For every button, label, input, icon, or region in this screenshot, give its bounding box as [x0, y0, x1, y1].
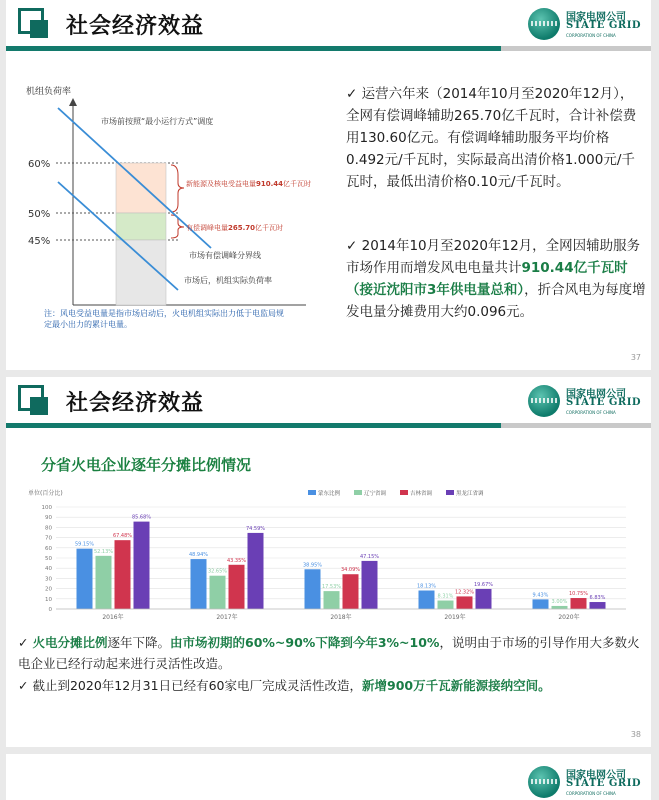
- label-peak-value: 265.70: [228, 224, 256, 232]
- tick-45: 45%: [28, 236, 51, 247]
- legend-label: 吉林省调: [410, 491, 433, 497]
- logo-en: STATE GRID: [566, 778, 642, 789]
- bar-value-label: 19.67%: [473, 581, 494, 588]
- y-tick-label: 80: [45, 525, 52, 532]
- bullet-2: [18, 675, 648, 696]
- slide-header: [6, 0, 651, 44]
- bar-value-label: 67.48%: [112, 533, 133, 540]
- bar: [77, 549, 93, 609]
- bar: [115, 540, 131, 609]
- globe-icon: [528, 766, 560, 798]
- brace-new-energy: [171, 165, 184, 212]
- y-tick-label: 0: [48, 607, 52, 613]
- bar-value-label: 3.00%: [551, 598, 568, 605]
- new-energy-block: [116, 163, 166, 213]
- bar: [590, 602, 606, 609]
- section-square-icon: [18, 385, 48, 415]
- bullet-1: [18, 632, 648, 674]
- bullet-1-text: 运营六年来（2014年10月至2020年12月），全网有偿调峰辅助265.70亿千瓦时，合计补偿费用130.60亿元。有偿调峰辅助服务平均价格0.492元/千瓦时，实际最高出清价格1.000元/千瓦时，最低出清价格0.10元/千瓦时。: [346, 86, 637, 190]
- label-before: 市场前按照“最小运行方式”调度: [101, 117, 214, 126]
- bar: [571, 598, 587, 609]
- allocation-bar-chart: [26, 485, 636, 625]
- check-icon: ✓: [346, 238, 358, 254]
- bullet-1-hl2: 由市场初期的60%~90%下降到今年3%~10%: [170, 635, 440, 650]
- y-tick-label: 20: [45, 586, 52, 593]
- bar-value-label: 38.95%: [302, 562, 323, 569]
- slide-39-partial: [6, 754, 651, 800]
- x-tick-label: 2018年: [330, 614, 352, 621]
- legend-swatch: [446, 490, 454, 495]
- x-tick-label: 2020年: [558, 614, 580, 621]
- bar-value-label: 18.13%: [416, 583, 437, 590]
- bar: [210, 576, 226, 609]
- y-axis-arrow: [69, 98, 77, 106]
- legend-swatch: [400, 490, 408, 495]
- slide-title: 社会经济效益: [66, 391, 205, 416]
- bar: [134, 522, 150, 609]
- state-grid-logo: [528, 764, 643, 800]
- bullet-2-post: ，折合风电为每度增发电量分摊费用大约0.096元。: [346, 282, 646, 320]
- label-new-energy-value: 910.44: [256, 180, 284, 188]
- bullet-1: [346, 83, 646, 193]
- label-peak-suffix: 亿千瓦时: [255, 224, 284, 232]
- label-new-energy: [186, 179, 311, 188]
- bar: [476, 589, 492, 609]
- bullet-2-highlight: 910.44亿千瓦时（接近沈阳市3年供电量总和）: [346, 260, 628, 298]
- label-boundary: 市场有偿调峰分界线: [189, 251, 261, 260]
- globe-icon: [528, 8, 560, 40]
- bar: [533, 599, 549, 609]
- section-subtitle: 分省火电企业逐年分摊比例情况: [41, 456, 252, 474]
- bar-value-label: 34.09%: [340, 567, 361, 574]
- logo-cn: 国家电网公司: [566, 770, 626, 781]
- peak-block: [116, 213, 166, 240]
- bar-value-label: 85.68%: [131, 514, 152, 521]
- check-icon: ✓: [18, 678, 29, 693]
- label-peak: [186, 223, 283, 232]
- bar: [324, 591, 340, 609]
- bar: [229, 565, 245, 609]
- state-grid-logo: [528, 383, 643, 419]
- logo-en: STATE GRID: [566, 397, 642, 408]
- bar-value-label: 52.13%: [93, 548, 114, 555]
- bullet-2: [346, 235, 646, 323]
- bar-value-label: 74.59%: [245, 525, 266, 532]
- logo-en-sub: CORPORATION OF CHINA: [566, 791, 616, 796]
- y-axis-label: 单位(百分比): [28, 490, 63, 497]
- bullet-1-t1: 逐年下降。: [107, 635, 170, 650]
- x-tick-label: 2019年: [444, 614, 466, 621]
- bar-value-label: 8.31%: [437, 593, 454, 600]
- bar-value-label: 48.94%: [188, 552, 209, 559]
- bar-value-label: 9.43%: [532, 592, 549, 599]
- bar: [96, 556, 112, 609]
- tick-50: 50%: [28, 209, 51, 220]
- bar-value-label: 12.32%: [454, 589, 475, 596]
- y-tick-label: 40: [45, 566, 52, 573]
- bar: [191, 559, 207, 609]
- check-icon: ✓: [346, 86, 358, 102]
- y-tick-label: 90: [45, 515, 52, 522]
- bar: [343, 574, 359, 609]
- header-rule: [6, 46, 651, 51]
- label-peak-prefix: 有偿调峰电量: [186, 224, 228, 232]
- logo-en-sub: CORPORATION OF CHINA: [566, 410, 616, 415]
- x-tick-label: 2017年: [216, 614, 238, 621]
- x-tick-label: 2016年: [102, 614, 124, 621]
- slide-header: [6, 377, 651, 421]
- bar: [248, 533, 264, 609]
- tick-60: 60%: [28, 159, 51, 170]
- diagram-note: 注：风电受益电量是指市场启动后，火电机组实际出力低于电监局规定最小出力的累计电量。: [44, 309, 284, 329]
- y-tick-label: 60: [45, 545, 52, 552]
- diagram-y-label: 机组负荷率: [26, 87, 72, 97]
- bar-value-label: 43.35%: [226, 557, 247, 564]
- bar: [552, 606, 568, 609]
- logo-cn: 国家电网公司: [566, 389, 626, 400]
- header-rule: [6, 423, 651, 428]
- bullet-2-pre: 2014年10月至2020年12月，全网因辅助服务市场作用而增发风电电量共计: [346, 238, 641, 276]
- bar-value-label: 59.15%: [74, 541, 95, 548]
- bar: [457, 596, 473, 609]
- y-tick-label: 10: [45, 596, 52, 603]
- bar-value-label: 47.15%: [359, 553, 380, 560]
- legend-label: 蒙东比例: [318, 491, 341, 497]
- load-rate-diagram: [6, 80, 326, 340]
- bar: [438, 601, 454, 609]
- bar-value-label: 6.83%: [589, 595, 606, 602]
- bar-value-label: 17.53%: [321, 584, 342, 591]
- slide-37: [6, 0, 651, 370]
- y-tick-label: 100: [41, 505, 52, 511]
- bar: [419, 591, 435, 609]
- legend-label: 辽宁省调: [364, 491, 387, 497]
- label-new-energy-suffix: 亿千瓦时: [283, 180, 312, 188]
- globe-icon: [528, 385, 560, 417]
- label-new-energy-prefix: 新能源及核电受益电量: [186, 180, 256, 188]
- slide-title: 社会经济效益: [66, 14, 205, 39]
- bullet-2-hl2: 新增900万千瓦新能源接纳空间。: [362, 678, 551, 693]
- bar: [305, 569, 321, 609]
- state-grid-logo: [528, 6, 643, 42]
- legend-swatch: [354, 490, 362, 495]
- bar-value-label: 32.65%: [207, 568, 228, 575]
- bar: [362, 561, 378, 609]
- bullet-1-hl1: 火电分摊比例: [32, 635, 108, 650]
- y-tick-label: 30: [45, 576, 52, 583]
- logo-cn: 国家电网公司: [566, 12, 626, 23]
- check-icon: ✓: [18, 635, 29, 650]
- page-number: 38: [630, 730, 641, 739]
- section-square-icon: [18, 8, 48, 38]
- legend-label: 黑龙江省调: [456, 491, 484, 497]
- bullet-2-t1: 截止到2020年12月31日已经有60家电厂完成灵活性改造，: [32, 678, 362, 693]
- logo-en: STATE GRID: [566, 20, 642, 31]
- y-tick-label: 70: [45, 535, 52, 542]
- slide-38: [6, 377, 651, 747]
- bullet-1-t2: ，说明由于市场的引导作用大多数火电企业已经行动起来进行灵活性改造。: [18, 635, 640, 671]
- logo-en-sub: CORPORATION OF CHINA: [566, 33, 616, 38]
- page-number: 37: [630, 353, 641, 362]
- label-after: 市场后，机组实际负荷率: [184, 276, 272, 285]
- y-tick-label: 50: [45, 556, 52, 562]
- legend-swatch: [308, 490, 316, 495]
- bar-value-label: 10.75%: [568, 591, 589, 598]
